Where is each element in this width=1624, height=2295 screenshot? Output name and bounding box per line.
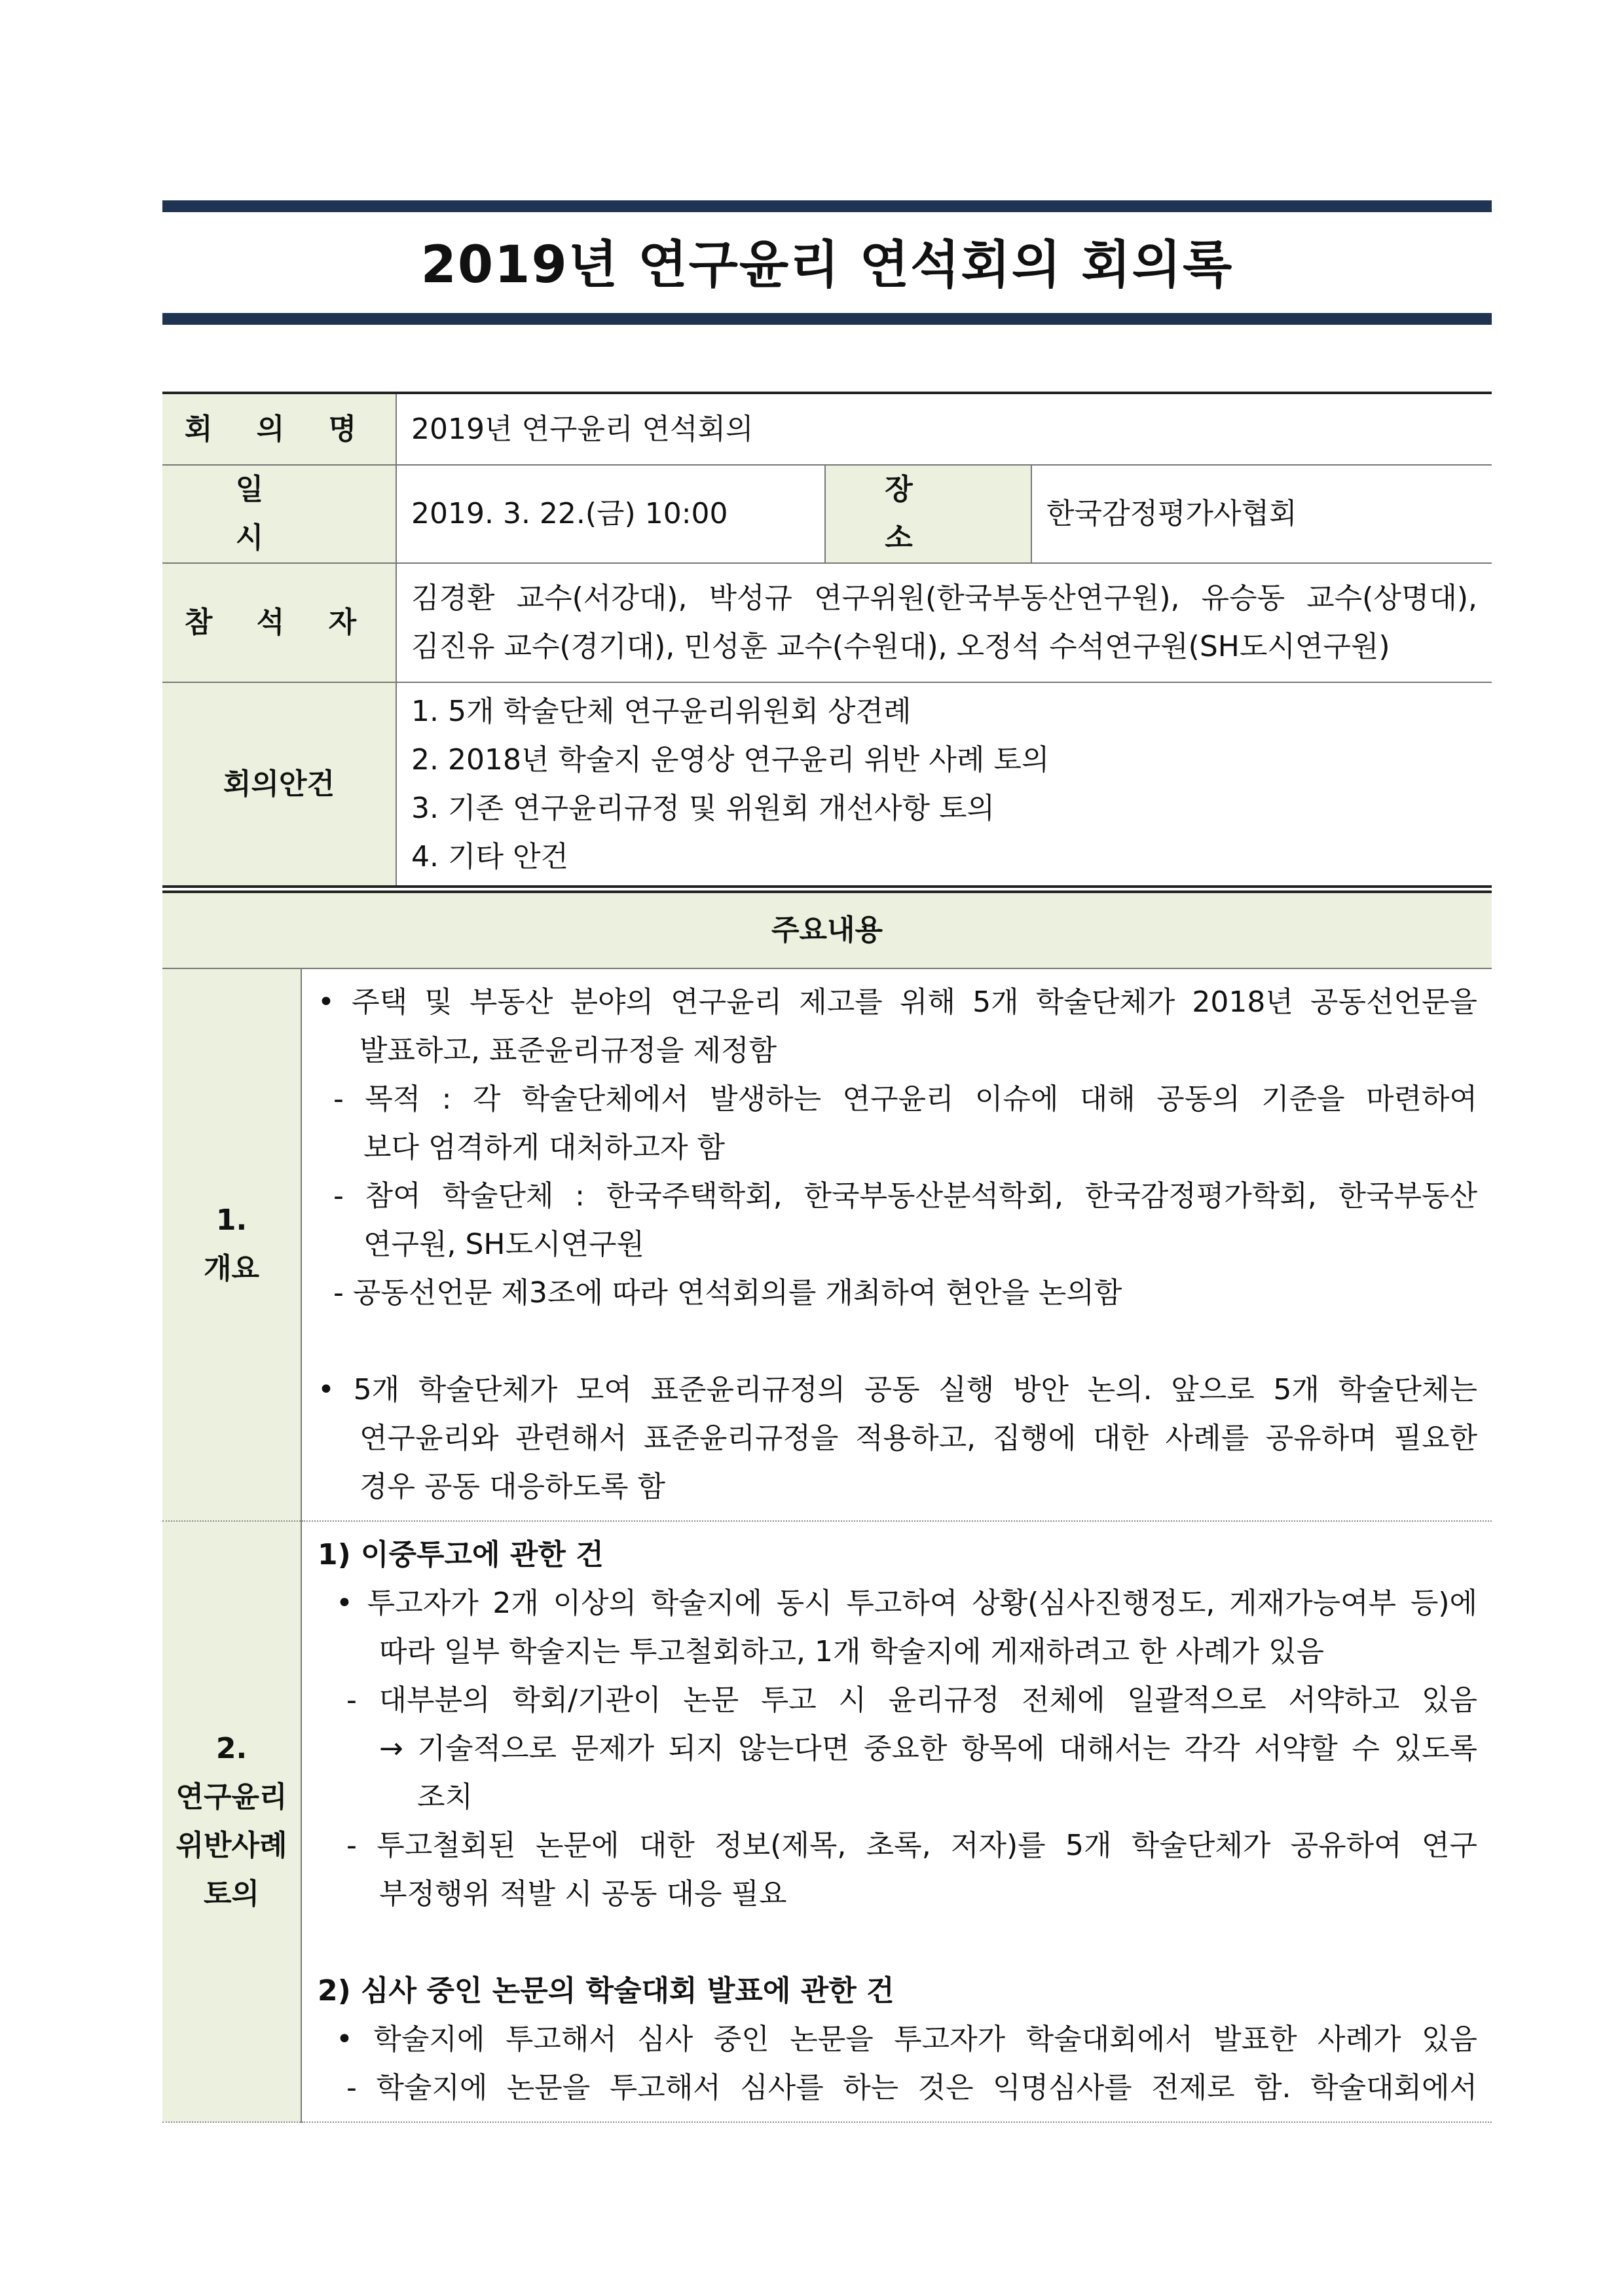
section-title: 개요 [203, 1252, 259, 1285]
dash-line: - 대부분의 학회/기관이 논문 투고 시 윤리규정 전체에 일괄적으로 서약하고 있음 [346, 1683, 1477, 1717]
agenda-list [396, 682, 1492, 887]
dash-line: - 투고철회된 논문에 대한 정보(제목, 초록, 저자)를 5개 학술단체가 공유하여 연구 [346, 1829, 1477, 1862]
subheading: 2) 심사 중인 논문의 학술대회 발표에 관한 건 [318, 1974, 895, 2008]
text-line: 연구원, SH도시연구원 [363, 1228, 645, 1261]
section-title: 위반사례 [175, 1829, 287, 1862]
place-value: 한국감정평가사협회 [1031, 465, 1492, 563]
document-title: 2019년 연구윤리 연석회의 회의록 [420, 236, 1234, 295]
attendees-label: 참 석 자 [162, 563, 396, 682]
text-line: 보다 엄격하게 대처하고자 함 [363, 1131, 726, 1164]
section-violations [162, 1521, 1492, 2122]
section-title: 토의 [203, 1877, 259, 1911]
meeting-name-row [162, 393, 1492, 465]
attendees-value [396, 563, 1492, 682]
arrow-line: → 기술적으로 문제가 되지 않는다면 중요한 항목에 대해서는 각각 서약할 수 있도록 [379, 1732, 1477, 1765]
title-rule-top [162, 200, 1492, 212]
section-title: 연구윤리 [175, 1780, 287, 1814]
date-place-row [162, 465, 1492, 563]
section-number: 1. [215, 1203, 248, 1237]
main-content-table [162, 890, 1492, 2123]
text-line: 따라 일부 학술지는 투고철회하고, 1개 학술지에 게재하려고 한 사례가 있음 [379, 1635, 1324, 1668]
dash-line: - 공동선언문 제3조에 따라 연석회의를 개최하여 현안을 논의함 [333, 1276, 1122, 1310]
bullet-line: • 5개 학술단체가 모여 표준윤리규정의 공동 실행 방안 논의. 앞으로 5개 학술단체는 [318, 1373, 1477, 1406]
agenda-item: 3. 기존 연구윤리규정 및 위원회 개선사항 토의 [411, 791, 995, 825]
title-rule-bottom [162, 313, 1492, 325]
dash-line: - 참여 학술단체 : 한국주택학회, 한국부동산분석학회, 한국감정평가학회, 한국부동산 [333, 1179, 1477, 1213]
spacer [318, 1317, 1477, 1366]
meeting-name-value: 2019년 연구윤리 연석회의 [396, 393, 1492, 465]
text-line: 부정행위 적발 시 공동 대응 필요 [379, 1877, 787, 1911]
section-overview [162, 968, 1492, 1521]
text-line: 발표하고, 표준윤리규정을 제정함 [360, 1034, 777, 1067]
dash-line: - 목적 : 각 학술단체에서 발생하는 연구윤리 이슈에 대해 공동의 기준을 마련하여 [333, 1082, 1477, 1116]
bullet-line: • 학술지에 투고해서 심사 중인 논문을 투고자가 학술대회에서 발표한 사례가 있음 [336, 2023, 1477, 2056]
agenda-item: 4. 기타 안건 [411, 839, 568, 873]
date-value: 2019. 3. 22.(금) 10:00 [396, 465, 825, 563]
section-number: 2. [215, 1732, 248, 1765]
date-label: 일 시 [162, 465, 396, 563]
section-overview-body [301, 968, 1492, 1521]
subheading: 1) 이중투고에 관한 건 [318, 1538, 604, 1571]
meeting-info-table [162, 392, 1492, 888]
main-content-header-row [162, 892, 1492, 968]
text-line: 경우 공동 대응하도록 함 [360, 1470, 665, 1503]
dash-line: - 학술지에 논문을 투고해서 심사를 하는 것은 익명심사를 전제로 함. 학술대회에서 [346, 2071, 1477, 2104]
place-label: 장 소 [825, 465, 1031, 563]
agenda-label: 회의안건 [162, 682, 396, 887]
section-violations-label [162, 1521, 301, 2122]
text-line: 조치 [417, 1780, 473, 1814]
spacer [318, 1919, 1477, 1967]
bullet-line: • 투고자가 2개 이상의 학술지에 동시 투고하여 상황(심사진행정도, 게재가능여부 등)에 [336, 1587, 1477, 1620]
agenda-item: 2. 2018년 학술지 운영상 연구윤리 위반 사례 토의 [411, 743, 1050, 777]
attendees-row [162, 563, 1492, 682]
agenda-row [162, 682, 1492, 887]
agenda-item: 1. 5개 학술단체 연구윤리위원회 상견례 [411, 694, 912, 728]
attendees-line: 김진유 교수(경기대), 민성훈 교수(수원대), 오정석 수석연구원(SH도시연구원) [411, 630, 1390, 663]
bullet-line: • 주택 및 부동산 분야의 연구윤리 제고를 위해 5개 학술단체가 2018년 공동선언문을 [318, 985, 1477, 1019]
meeting-name-label: 회 의 명 [162, 393, 396, 465]
section-overview-label [162, 968, 301, 1521]
section-violations-body [301, 1521, 1492, 2122]
text-line: 연구윤리와 관련해서 표준윤리규정을 적용하고, 집행에 대한 사례를 공유하며 필요한 [360, 1422, 1477, 1455]
attendees-line: 김경환 교수(서강대), 박성규 연구위원(한국부동산연구원), 유승동 교수(상명대), [411, 581, 1477, 615]
main-content-header: 주요내용 [162, 892, 1492, 968]
